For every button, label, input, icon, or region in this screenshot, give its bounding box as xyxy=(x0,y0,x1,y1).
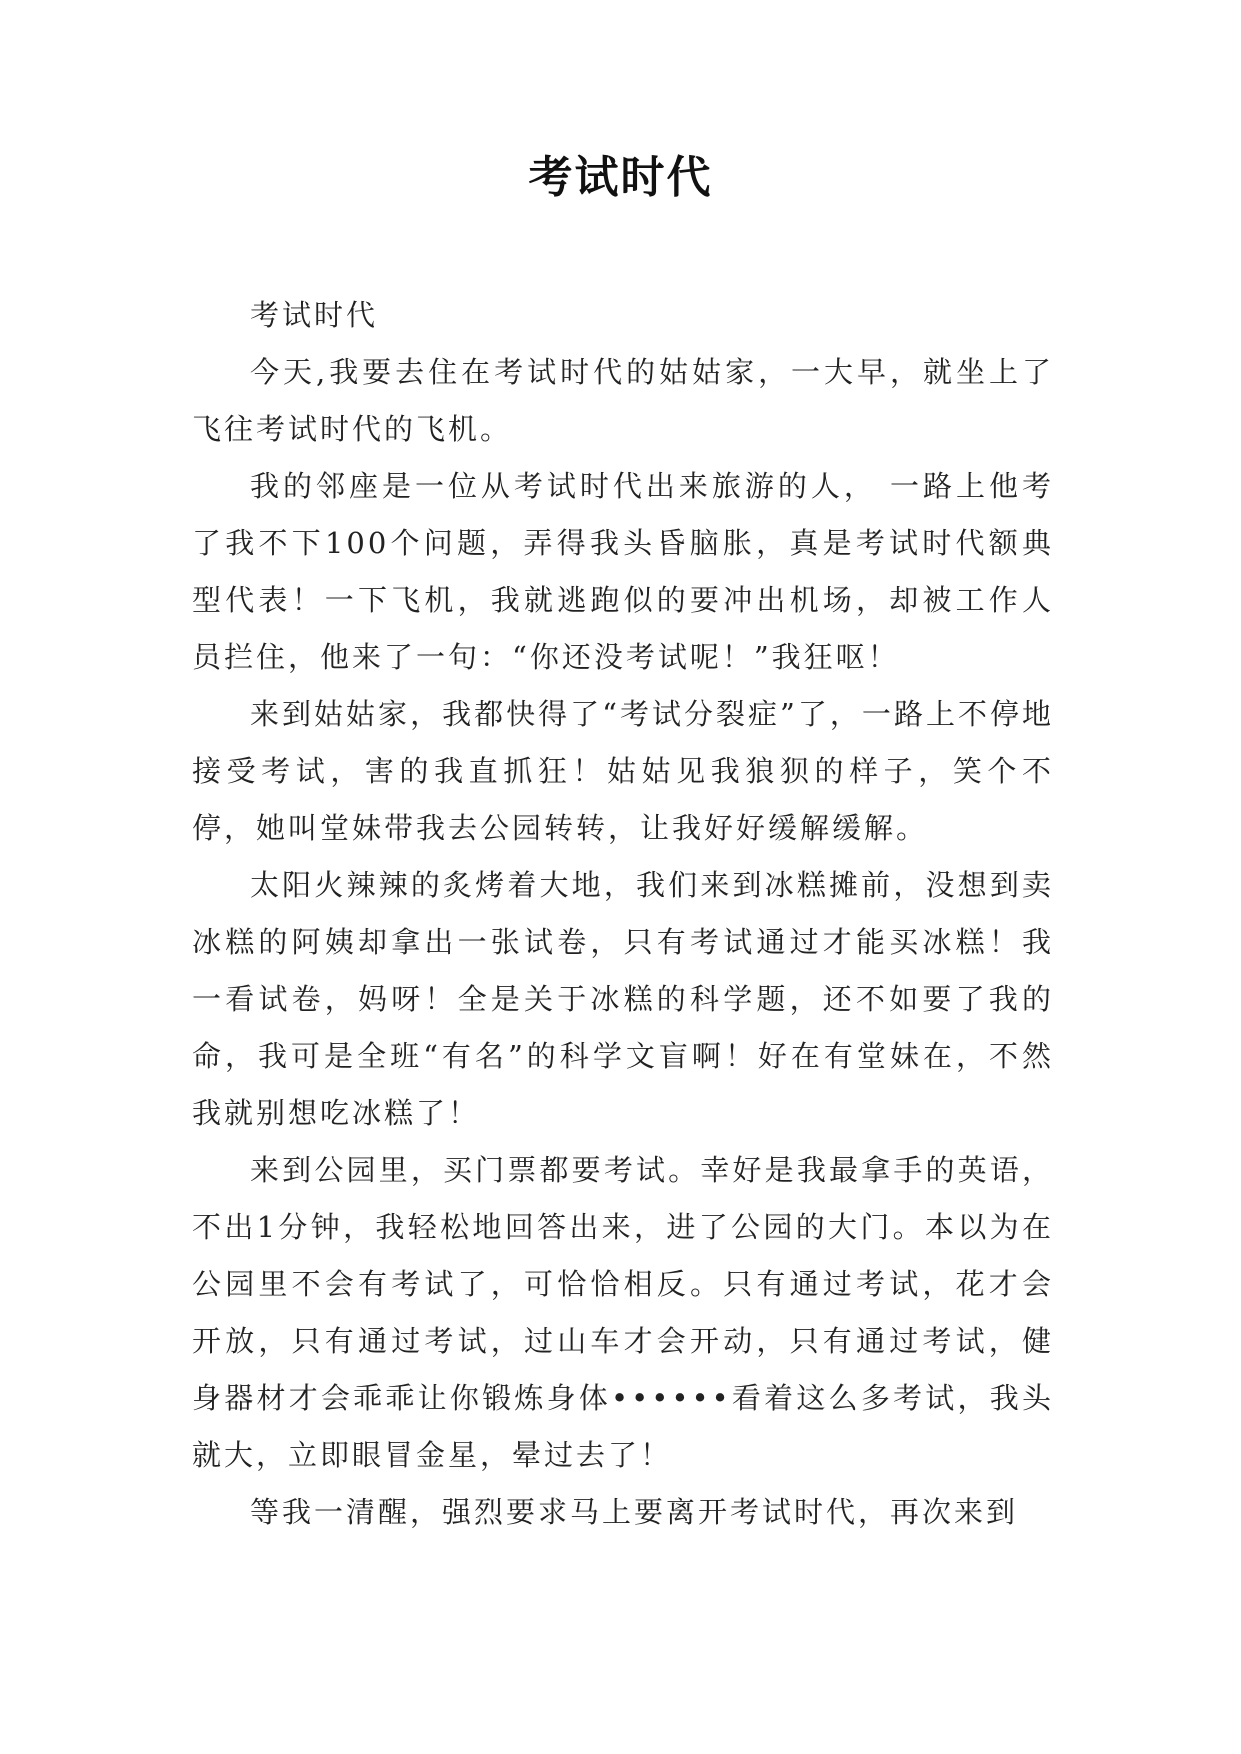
paragraph: 太阳火辣辣的炙烤着大地，我们来到冰糕摊前，没想到卖冰糕的阿姨却拿出一张试卷，只有考试通过才能买冰糕！我一看试卷，妈呀！全是关于冰糕的科学题，还不如要了我的命，我可是全班“有名”的科学文盲啊！好在有堂妹在，不然我就别想吃冰糕了！ xyxy=(192,868,1054,1130)
paragraph: 我的邻座是一位从考试时代出来旅游的人， 一路上他考了我不下100个问题，弄得我头昏脑胀，真是考试时代额典型代表！一下飞机，我就逃跑似的要冲出机场，却被工作人员拦住，他来了一句：“你还没考试呢！”我狂呕！ xyxy=(192,469,1054,674)
paragraph: 来到姑姑家，我都快得了“考试分裂症”了，一路上不停地接受考试，害的我直抓狂！姑姑见我狼狈的样子，笑个不停，她叫堂妹带我去公园转转，让我好好缓解缓解。 xyxy=(192,697,1054,845)
document-body xyxy=(192,287,1054,1541)
paragraph: 来到公园里，买门票都要考试。幸好是我最拿手的英语，不出1分钟，我轻松地回答出来，进了公园的大门。本以为在公园里不会有考试了，可恰恰相反。只有通过考试，花才会开放，只有通过考试，过山车才会开动，只有通过考试，健身器材才会乖乖让你锻炼身体••••••看着这么多考试，我头就大，立即眼冒金星，晕过去了！ xyxy=(192,1153,1054,1472)
paragraph: 今天,我要去住在考试时代的姑姑家，一大早，就坐上了飞往考试时代的飞机。 xyxy=(192,355,1054,446)
document-title: 考试时代 xyxy=(528,152,713,203)
paragraph: 考试时代 xyxy=(250,298,379,332)
paragraph: 等我一清醒，强烈要求马上要离开考试时代，再次来到 xyxy=(250,1495,1019,1529)
